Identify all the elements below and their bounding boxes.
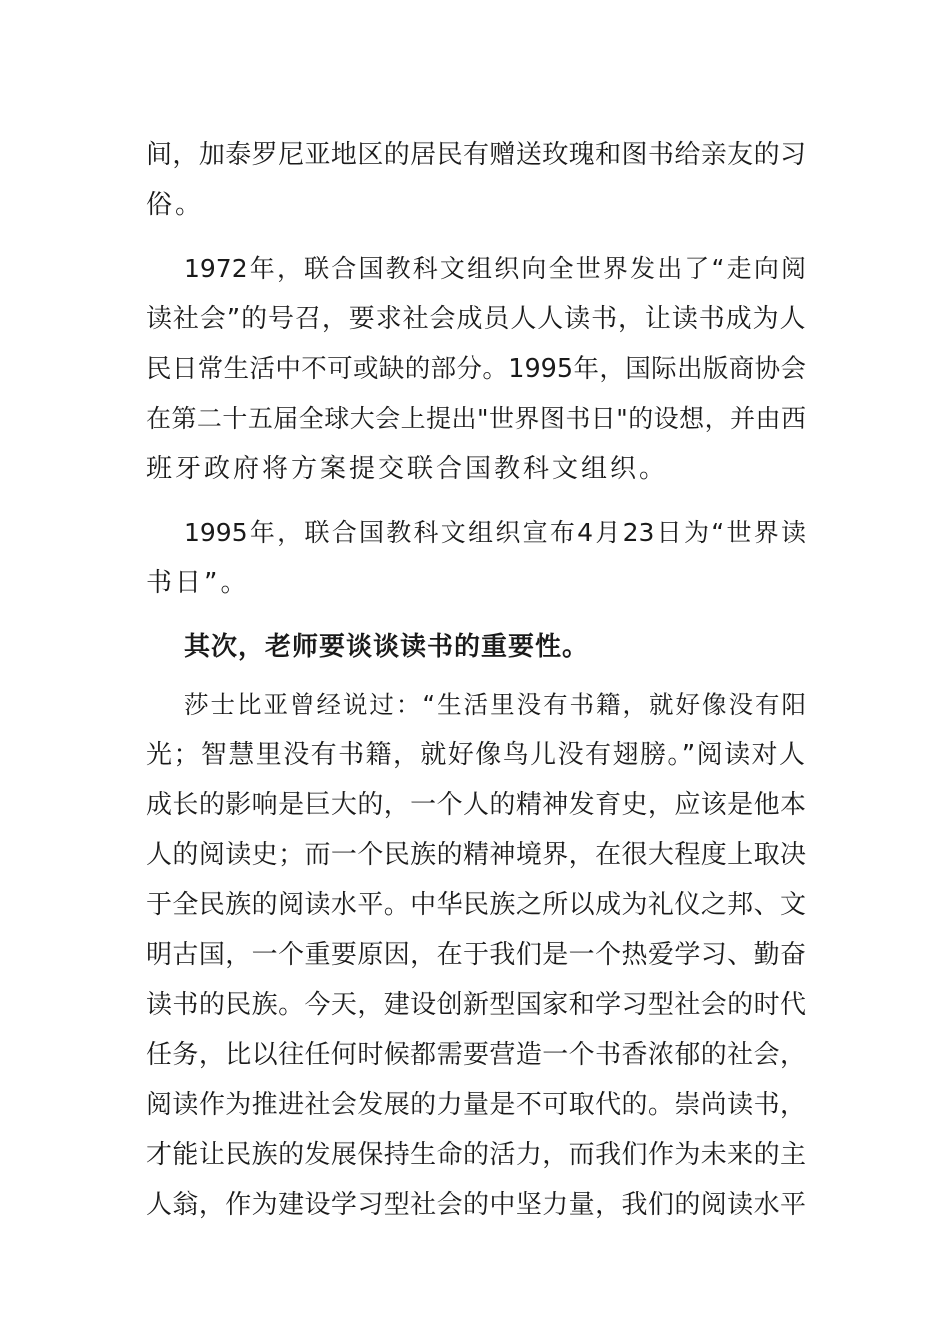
text-line: 明古国，一个重要原因，在于我们是一个热爱学习、勤奋	[146, 940, 806, 970]
text-line: 光；智慧里没有书籍，就好像鸟儿没有翅膀。”阅读对人	[146, 740, 806, 770]
text-line: 莎士比亚曾经说过：“生活里没有书籍，就好像没有阳	[184, 690, 806, 719]
text-line: 阅读作为推进社会发展的力量是不可取代的。崇尚读书，	[146, 1090, 806, 1120]
text-line: 人翁，作为建设学习型社会的中坚力量，我们的阅读水平	[146, 1190, 806, 1220]
heading-text: 其次，老师要谈谈读书的重要性。	[184, 632, 590, 662]
paragraph-3	[146, 508, 806, 608]
text-line: 于全民族的阅读水平。中华民族之所以成为礼仪之邦、文	[146, 890, 806, 920]
paragraph-2	[146, 244, 806, 494]
document-page	[146, 130, 806, 1230]
section-heading	[146, 622, 806, 672]
text-line: 读社会”的号召，要求社会成员人人读书，让读书成为人	[146, 304, 806, 334]
text-line: 民日常生活中不可或缺的部分。1995年，国际出版商协会	[146, 354, 806, 384]
text-line: 成长的影响是巨大的，一个人的精神发育史，应该是他本	[146, 790, 806, 820]
text-line: 间，加泰罗尼亚地区的居民有赠送玫瑰和图书给亲友的习	[146, 140, 806, 170]
text-line: 才能让民族的发展保持生命的活力，而我们作为未来的主	[146, 1140, 806, 1170]
text-line: 俗。	[146, 190, 205, 220]
text-line: 1995年，联合国教科文组织宣布4月23日为“世界读	[184, 518, 806, 547]
text-line: 书日”。	[146, 568, 250, 598]
paragraph-1	[146, 130, 806, 230]
text-line: 读书的民族。今天，建设创新型国家和学习型社会的时代	[146, 990, 806, 1020]
text-line: 班牙政府将方案提交联合国教科文组织。	[146, 454, 669, 484]
text-line: 在第二十五届全球大会上提出"世界图书日"的设想，并由西	[146, 404, 806, 433]
text-line: 任务，比以往任何时候都需要营造一个书香浓郁的社会，	[146, 1040, 806, 1070]
paragraph-4	[146, 680, 806, 1230]
text-line: 1972年，联合国教科文组织向全世界发出了“走向阅	[184, 254, 806, 283]
text-line: 人的阅读史；而一个民族的精神境界，在很大程度上取决	[146, 840, 806, 870]
